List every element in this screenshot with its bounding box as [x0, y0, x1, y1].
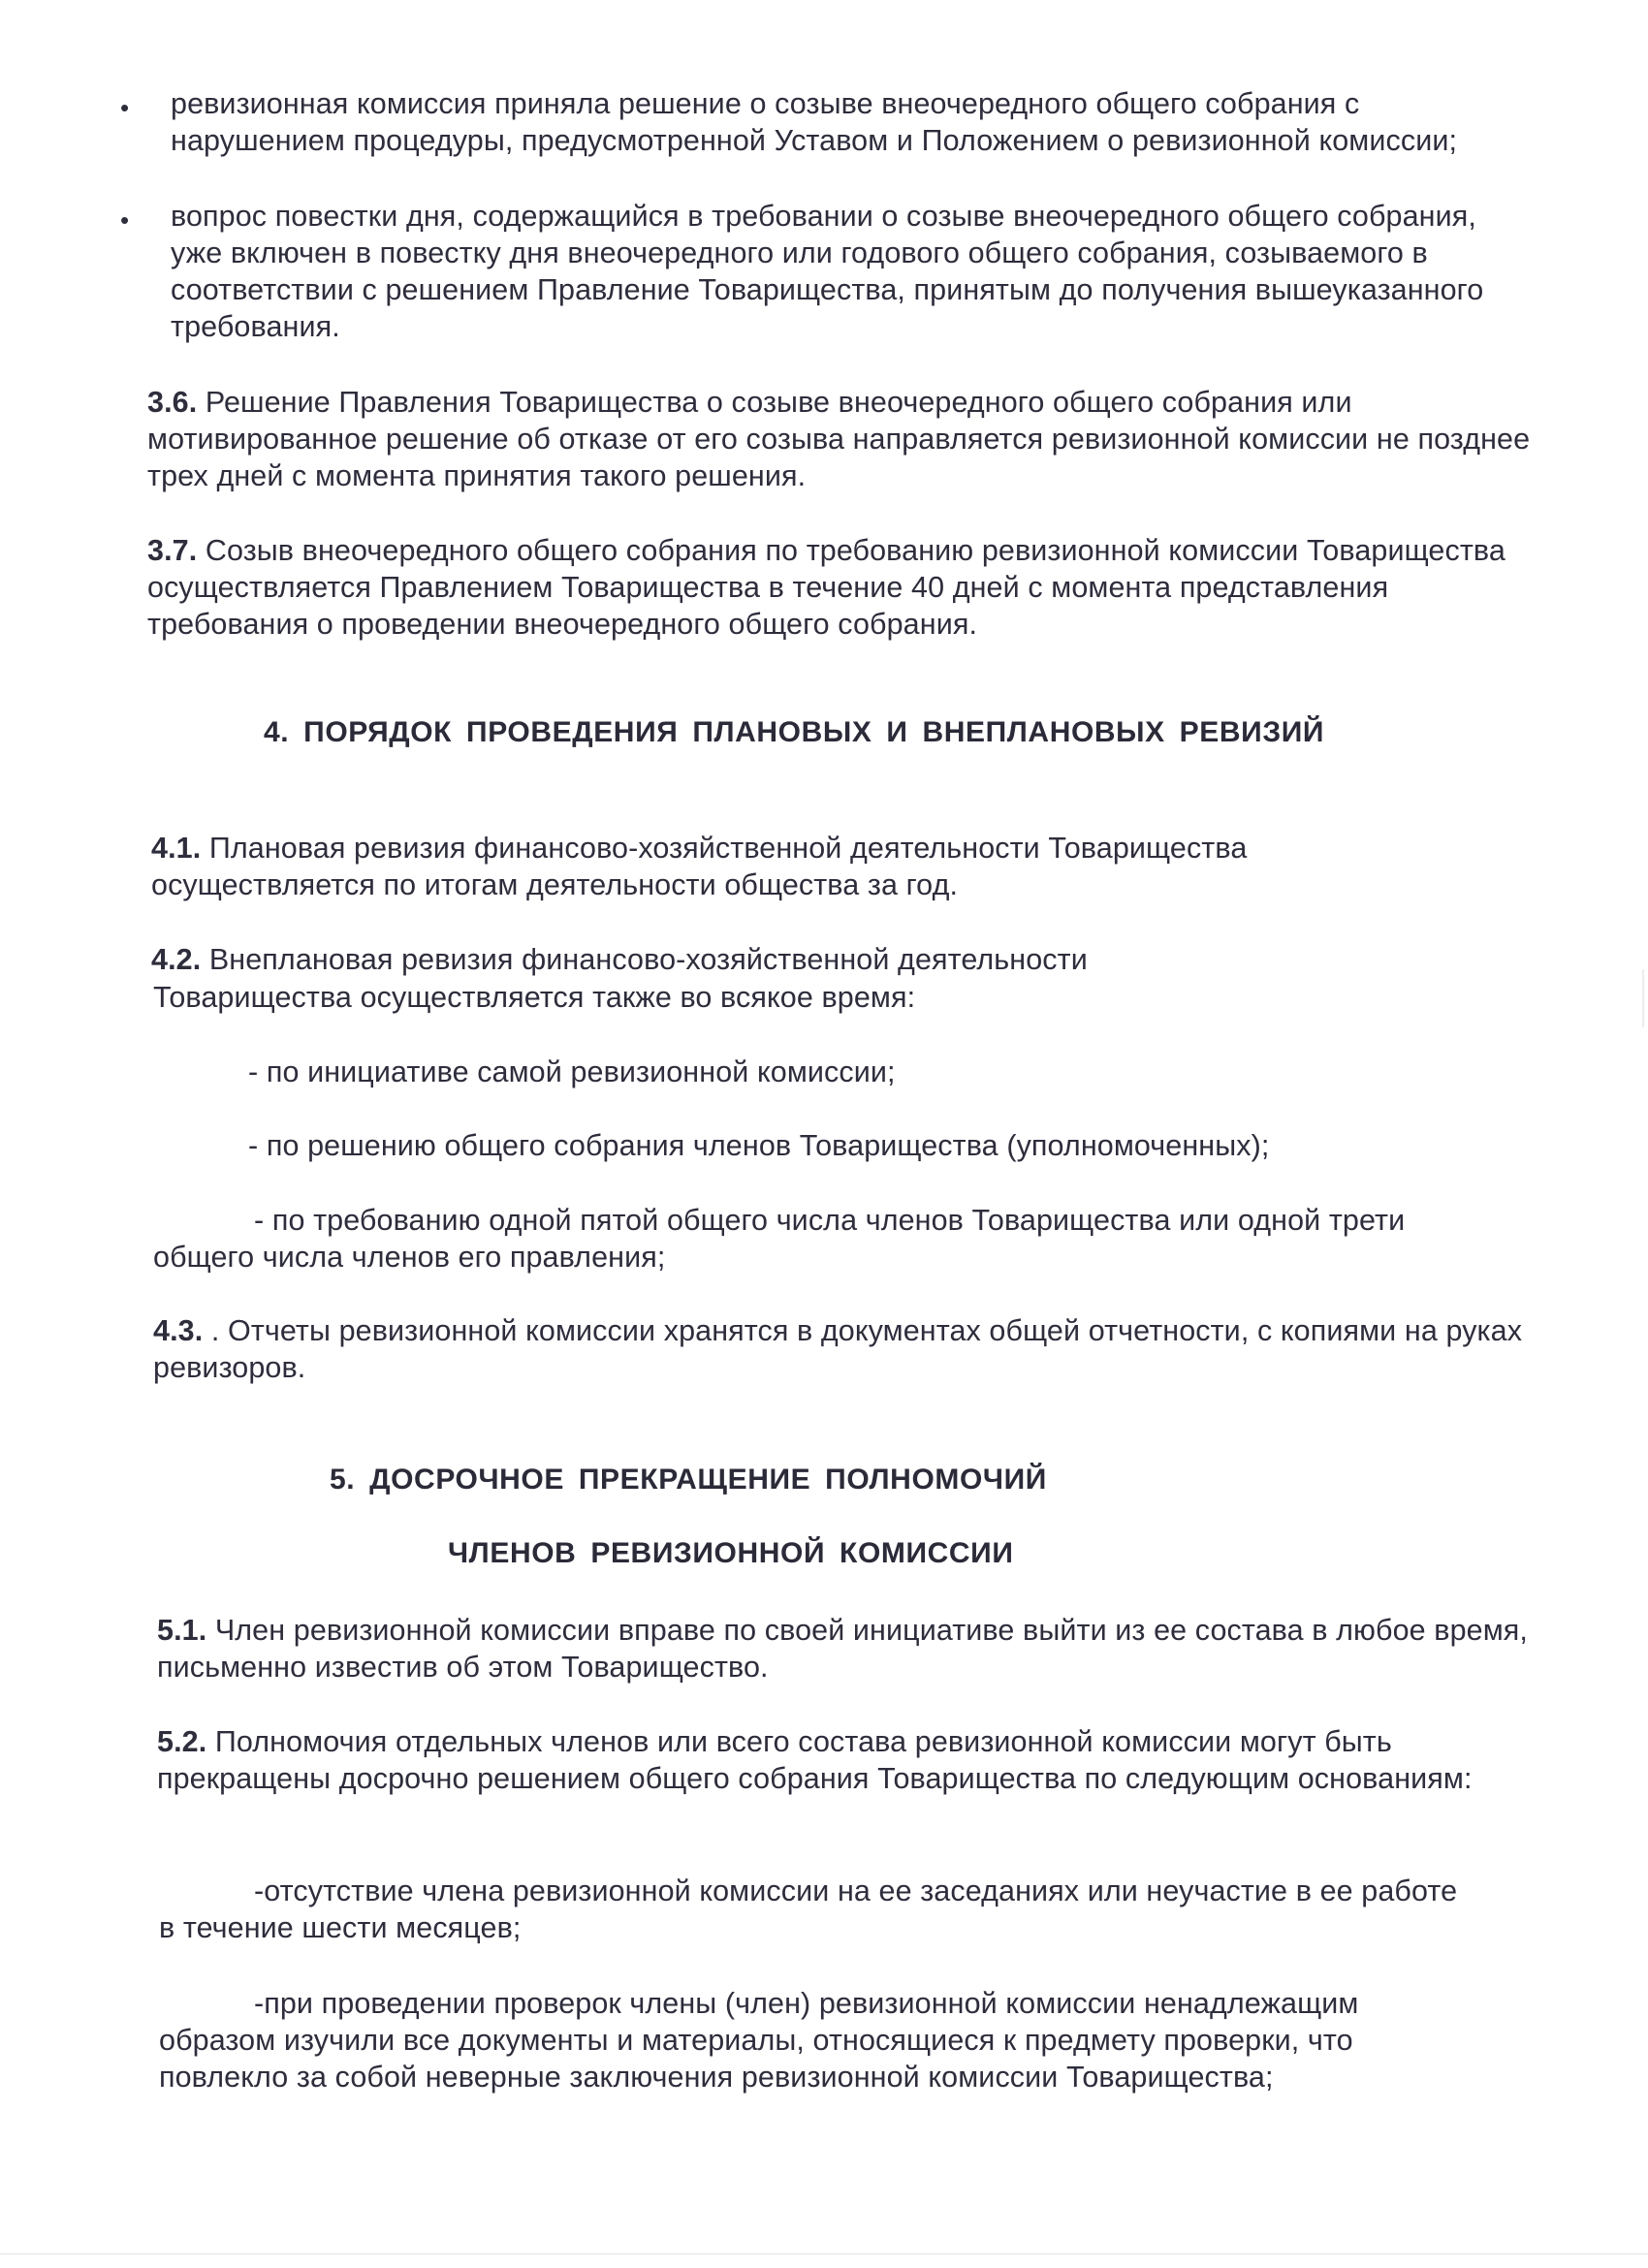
section-4-heading: 4. ПОРЯДОК ПРОВЕДЕНИЯ ПЛАНОВЫХ И ВНЕПЛАНОВЫХ РЕВИЗИЙ — [264, 716, 1325, 748]
paragraph-number: 4.2. — [151, 943, 202, 976]
scan-edge-line — [0, 2253, 1648, 2254]
paragraph-number: 4.3. — [153, 1314, 204, 1347]
paragraph-text: Плановая ревизия финансово-хозяйственной деятельности Товарищества осуществляется по итогам деятельности общества за год. — [151, 832, 1248, 901]
paragraph-text: Внеплановая ревизия финансово-хозяйственной деятельности — [201, 943, 1088, 976]
bullet-marker: • — [120, 93, 130, 122]
paragraph-4-1 — [151, 830, 1411, 903]
section-5-heading-continued: ЧЛЕНОВ РЕВИЗИОННОЙ КОМИССИИ — [448, 1537, 1014, 1569]
bullet-item: вопрос повестки дня, содержащийся в требовании о созыве внеочередного общего собрания, уже включен в повестку дня внеочередного или годового общего собрания, созываемого в соответствии с решением Правление Товарищества, принятым до получения вышеуказанного требования. — [171, 200, 1484, 343]
paragraph-5-1 — [157, 1612, 1553, 1685]
bullet-marker: • — [120, 205, 130, 235]
scan-edge-mark — [1642, 969, 1644, 1027]
list-item: -при проведении проверок члены (член) ревизионной комиссии ненадлежащим — [254, 1987, 1359, 2020]
list-item: - по инициативе самой ревизионной комиссии; — [248, 1055, 896, 1088]
paragraph-3-7 — [147, 532, 1514, 643]
paragraph-number: 3.6. — [147, 386, 198, 419]
paragraph-5-2 — [157, 1723, 1534, 1797]
bullet-item: ревизионная комиссия приняла решение о созыве внеочередного общего собрания с нарушением процедуры, предусмотренной Уставом и Положением о ревизионной комиссии; — [171, 87, 1458, 157]
list-item-continued: повлекло за собой неверные заключения ревизионной комиссии Товарищества; — [159, 2061, 1274, 2094]
paragraph-text: Член ревизионной комиссии вправе по своей инициативе выйти из ее состава в любое время, письменно известив об этом Товарищество. — [157, 1614, 1528, 1684]
section-5-heading: 5. ДОСРОЧНОЕ ПРЕКРАЩЕНИЕ ПОЛНОМОЧИЙ — [330, 1464, 1047, 1496]
paragraph-text: Полномочия отдельных членов или всего состава ревизионной комиссии могут быть прекращены досрочно решением общего собрания Товарищества по следующим основаниям: — [157, 1725, 1473, 1795]
paragraph-number: 5.1. — [157, 1614, 207, 1647]
list-item: -отсутствие члена ревизионной комиссии на ее заседаниях или неучастие в ее работе — [254, 1874, 1458, 1907]
paragraph-4-2 — [151, 941, 1088, 978]
list-item: - по решению общего собрания членов Товарищества (уполномоченных); — [248, 1129, 1270, 1162]
paragraph-text: . Отчеты ревизионной комиссии хранятся в документах общей отчетности, с копиями на руках ревизоров. — [153, 1314, 1523, 1384]
paragraph-text: Созыв внеочередного общего собрания по требованию ревизионной комиссии Товарищества осуществляется Правлением Товарищества в течение 40 дней с момента представления требования о проведении внеочередного общего собрания. — [147, 534, 1505, 641]
paragraph-number: 4.1. — [151, 832, 202, 865]
paragraph-number: 5.2. — [157, 1725, 207, 1758]
list-item-continued: в течение шести месяцев; — [159, 1911, 522, 1944]
list-item-continued: общего числа членов его правления; — [153, 1241, 666, 1274]
paragraph-text: Решение Правления Товарищества о созыве внеочередного общего собрания или мотивированное решение об отказе от его созыва направляется ревизионной комиссии не позднее трех дней с момента принятия такого решения. — [147, 386, 1531, 492]
paragraph-number: 3.7. — [147, 534, 198, 567]
paragraph-4-2-continued: Товарищества осуществляется также во всякое время: — [153, 981, 916, 1014]
paragraph-4-3 — [153, 1312, 1549, 1386]
list-item-continued: образом изучили все документы и материалы, относящиеся к предмету проверки, что — [159, 2024, 1353, 2057]
paragraph-3-6 — [147, 384, 1534, 494]
list-item: - по требованию одной пятой общего числа членов Товарищества или одной трети — [254, 1204, 1406, 1237]
